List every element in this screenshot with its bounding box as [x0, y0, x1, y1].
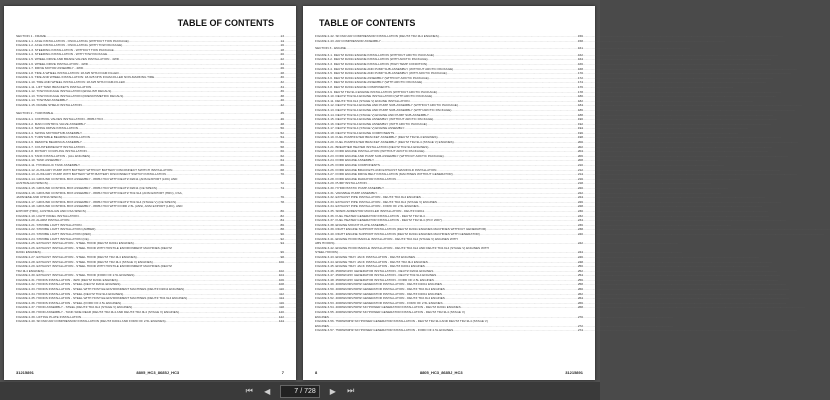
toc-entry-title: FIGURE 3-11. DEUTZ TD2.9L4 (STAGE V) ENGINE INSTALLATION — [315, 98, 410, 103]
toc-entry-page: 158 — [577, 38, 583, 43]
toc-entry-title: FIGURE 3-57. 7500W/60HZ SKYPOWER GENERATOR INSTALLATION - FORD OF 2.5L ENGINES — [315, 328, 454, 333]
toc-entry-title: FIGURE 3-16. DEUTZ TD2.9L4 ENGINE ASSEMBLY (WITH ARCTIC PACKAGE) — [315, 121, 427, 126]
toc-entry-title: FIGURE 3-27. FORD ENGINE DRIVE BELT INSTALLATION (MACHINES WITHOUT GENERATOR) — [315, 172, 453, 177]
toc-entry-title: FIGURE 1-13. TOW PACKAGE INSTALLATION (FRENCH/METRIC DECALS) — [16, 93, 124, 98]
toc-entry-title: FIGURE 2-34. HOODS INSTALLATION - STEEL (DEUTZ TD2.9L4 ENGINES) — [16, 291, 124, 296]
toc-leader-dots — [461, 305, 577, 310]
toc-entry-title: FIGURE 2-40. SKYAIR AIR COMPRESSOR INSTALLATION (DEUTZ D2011 AND FORD OF 2.5L ENGINES) — [16, 319, 166, 324]
toc-entry-title: FIGURE 3-56. 7500W/60HZ SKYPOWER GENERATOR INSTALLATION - DEUTZ TD2.9L4 AND DEUTZ TD2.9L4 (STAGE V) — [315, 319, 488, 324]
toc-entry-page: 90 — [280, 231, 284, 236]
toc-entry-title: FIGURE 3-36. FUEL HEATER GENERATOR INSTALLATION - DEUTZ TD2.9L4 — [315, 213, 425, 218]
toc-leader-dots — [166, 172, 280, 177]
toc-entry-title: FIGURE 3-10. DEUTZ TD2.9L4 ENGINE INSTALLATION (WITH ARCTIC PACKAGE) — [315, 94, 433, 99]
toc-entry-page: 272 — [577, 323, 583, 328]
toc-entry-page: 80 — [280, 208, 284, 213]
toc-entry-title: D2011 ENGINES) — [16, 250, 41, 255]
toc-leader-dots — [166, 319, 278, 324]
toc-entry-page: 60 — [280, 149, 284, 154]
toc-entry-page: 208 — [577, 158, 583, 163]
toc-entry-page: 234 — [577, 218, 583, 223]
toc-entry-title: FIGURE 2-22. STROBE LIGHT INSTALLATION (AMBER) — [16, 227, 96, 232]
toc-entry-page: 82 — [280, 213, 284, 218]
toc-entry-title: FIGURE 3-29. PUMP INSTALLATION — [315, 181, 367, 186]
page-title: TABLE OF CONTENTS — [177, 18, 274, 28]
toc-entry-title: FIGURE 2-7. COUNTERWEIGHT INSTALLATION — [16, 144, 85, 149]
toc-entry-title: FIGURE 3-30. HYDROSTATIC PUMP ASSEMBLY — [315, 186, 385, 190]
toc-entry-title: FIGURE 3-46. 2500W/115V GENERATOR INSTALLATION - DEUTZ D2011 ENGINES — [315, 268, 434, 273]
toc-entry-title: FIGURE 3-37. FUEL HEATER GENERATOR INSTALLATION - DEUTZ TD2.9L4 (PCV 2007) — [315, 218, 442, 223]
toc-entry-page: 266 — [577, 300, 583, 305]
toc-entry-page: 212 — [577, 167, 583, 172]
toc-entry-page: 46 — [280, 117, 284, 122]
toc-entry[interactable] — [16, 103, 284, 108]
toc-entry-page: 94 — [280, 241, 284, 246]
toc-entry-page: 70 — [280, 172, 284, 177]
toc-entry-page: 34 — [280, 84, 284, 89]
toc-entry[interactable] — [315, 328, 583, 333]
toc-entry-title: FIGURE 1-4. STEERING INSTALLATION - WITH TOW PACKAGE — [16, 52, 108, 57]
page-footer — [315, 370, 583, 375]
toc-entry-page: 58 — [280, 144, 284, 149]
toc-entry-page: 258 — [577, 282, 583, 287]
toc-entry-title: FIGURE 2-39. LIFTING PLATE INSTALLATION — [16, 314, 82, 319]
toc-entry-page: 98 — [280, 254, 284, 259]
toc-entry-page: 206 — [577, 153, 583, 158]
toc-entry-title: FIGURE 3-50. 4000W/230V/60HZ GENERATOR INSTALLATION - DEUTZ TD2.9L4 ENGINES — [315, 287, 445, 292]
toc-entry-page: 236 — [577, 222, 583, 227]
toc-entry-title: FIGURE 2-42. SKYAIR AIR COMPRESSOR INSTALLATION (DEUTZ TD2.9L4 ENGINES) — [315, 34, 439, 38]
toc-entry-page: 14 — [280, 38, 284, 43]
toc-entry-title: FIGURE 3-33. EXHAUST PIPE INSTALLATION - DEUTZ TD2.9L4 (STAGE V) ENGINES — [315, 199, 437, 204]
toc-entry-page: 262 — [577, 291, 583, 296]
toc-entry-page: 162 — [577, 52, 583, 57]
toc-section-row[interactable] — [315, 46, 583, 51]
toc-entry-title: FIGURE 1-3. STEERING INSTALLATION - WITHOUT TOW PACKAGE — [16, 47, 114, 52]
toc-entry-title: FIGURE 3-22. FORD ENGINE INSTALLATION (WITHOUT ARCTIC PACKAGE) — [315, 149, 425, 154]
toc-entry-page: 256 — [577, 277, 583, 282]
toc-entry-title: FIGURE 2-12. AUXILIARY PUMP WITH BATTERY WITHOUT BATTERY DISCONNECT SWITCH INSTALLATION — [16, 167, 173, 172]
toc-entry-title: FIGURE 3-13. DEUTZ TD2.9L4 ENGINE AND PUMP SUB-ASSEMBLY (WITH ARCTIC PACKAGE) — [315, 107, 452, 112]
toc-leader-dots — [480, 232, 577, 237]
toc-entry-page: 240 — [577, 231, 583, 236]
toc-entry-title: FIGURE 3-24. FORD ENGINE ASSEMBLY — [315, 158, 375, 163]
toc-entry-title: FIGURE 3-52. 4000W/230V/50HZ GENERATOR INSTALLATION - DEUTZ TD2.9L4 ENGINES — [315, 296, 445, 301]
toc-entry-page: 220 — [577, 186, 583, 190]
toc-entry-page: 168 — [577, 66, 583, 71]
toc-entry-page: 178 — [577, 89, 583, 94]
toc-entry-title: FIGURE 3-55. 4000W/230V/50HZ SKYPOWER GENERATOR INSTALLATION - DEUTZ TD2.9L4 (STAGE V) — [315, 310, 465, 315]
toc-entry-page: 13 — [280, 34, 284, 38]
page-title: TABLE OF CONTENTS — [319, 18, 416, 28]
toc-entry-page: 66 — [280, 163, 284, 168]
toc-entry-page: 22 — [280, 56, 284, 61]
toc-entry-title: FIGURE 3-25. FORD ENGINE COMPONENTS — [315, 163, 380, 168]
toc-entry-title: FIGURE 2-31. HOODS INSTALLATION - 4WD (DEUTZ D2011 ENGINES) — [16, 277, 118, 282]
toc-entry-title: FIGURE 2-5. TURNTABLE BEARING INSTALLATION — [16, 135, 91, 140]
toc-entry-title: FIGURE 3-14. DEUTZ TD2.9L4 (STAGE V) ENGINE AND PUMP SUB-ASSEMBLY — [315, 112, 429, 117]
toc-entry-title: FIGURE 2-14. GROUND CONTROL BOX ASSEMBLY - 8805J HC3 WITH DEUTZ D2011 (ANSI EXPORT (LRC) AND — [16, 176, 178, 181]
toc-entry-page: 118 — [279, 305, 284, 310]
toc-entry-page: 274 — [577, 328, 583, 333]
toc-entry-page: 226 — [577, 199, 583, 204]
toc-entry-page: 42 — [280, 102, 284, 107]
page-indicator — [280, 385, 320, 398]
toc-entry-title: FIGURE 2-2. MAIN CONTROL VALVE ASSEMBLY — [16, 121, 86, 126]
toc-entry-page: 190 — [577, 117, 583, 122]
toc-entry-title: FIGURE 3-54. 4000W/230V/50HZ SKYPOWER GENERATOR INSTALLATION - DEUTZ D2011 ENGINES — [315, 305, 461, 310]
toc-entry-title: FIGURE 3-1. DEUTZ D2011 ENGINE INSTALLATION (WITHOUT ARCTIC PACKAGE) — [315, 52, 435, 57]
toc-entry-title: SECTION 3 - ENGINE — [315, 46, 346, 51]
toc-entry-page: 52 — [280, 130, 284, 135]
toc-entry-title: FIGURE 2-13. AUXILIARY PUMP WITH BATTERY WITH BATTERY DISCONNECT SWITCH INSTALLATION — [16, 172, 166, 177]
toc-entry-title: FIGURE 3-9. DEUTZ TD2.9L4 ENGINE INSTALLATION (WITHOUT ARCTIC PACKAGE) — [315, 89, 437, 94]
toc-entry-title: FIGURE 3-7. DEUTZ D2011 ENGINE ASSEMBLY (WITH ARCTIC PACKAGE) — [315, 80, 423, 85]
page-left — [4, 6, 296, 380]
toc-entry-page: 32 — [280, 79, 284, 84]
toc-entry-page: 188 — [577, 112, 583, 117]
toc-entry-page: 198 — [577, 135, 583, 140]
toc-entry-title: FIGURE 2-4. SWING MOTOR/HUB ASSEMBLY — [16, 130, 83, 135]
toc-entry-page: 216 — [577, 176, 583, 181]
toc-entry-page: 244 — [577, 250, 583, 255]
toc-entry-title: FIGURE 1-14. TOW BAR ASSEMBLY — [16, 98, 68, 103]
toc-entry-title: FIGURE 3-32. EXHAUST PIPE INSTALLATION - DEUTZ TD2.9L4 ENGINES — [315, 195, 421, 200]
toc-entry-page: 116 — [279, 300, 284, 305]
toc-entry-title: FIGURE 3-19. FUEL PUMP/FILTER BRACKET ASSEMBLY (DEUTZ TD2.9L4 ENGINES) — [315, 135, 438, 140]
toc-entry-page: 172 — [577, 75, 583, 80]
toc-entry-page: 248 — [577, 259, 583, 264]
toc-entry-title: FIGURE 3-45. ENGINE TRAY JACK INSTALLATION - DEUTZ D2011 ENGINES — [315, 264, 425, 269]
toc-entry-title: FIGURE 1-1. AXLE INSTALLATION - OSCILLATING (WITHOUT TOW PACKAGE) — [16, 38, 129, 43]
toc-entry-title: FIGURE 1-12. TOW PACKAGE INSTALLATION (ENGLISH DECALS) — [16, 89, 112, 94]
toc-entry-page: 268 — [577, 305, 583, 310]
toc-entry-title: FIGURE 2-8. ROTARY COUPLING INSTALLATION — [16, 149, 87, 154]
toc-entry-page: 180 — [577, 94, 583, 99]
toc-leader-dots — [453, 328, 577, 333]
toc-entry-page: 164 — [577, 57, 583, 62]
toc-entry-title: STEEL HOODS) — [315, 250, 338, 255]
toc-entry-page: 96 — [280, 250, 284, 255]
toc-entry-page: 106 — [278, 277, 284, 282]
toc-entry-title: ENGINES — [315, 323, 329, 328]
toc-entry-page: 16 — [280, 43, 284, 48]
toc-entry-title: FIGURE 3-17. DEUTZ TD2.9L4 (STAGE V) ENGINE ASSEMBLY — [315, 126, 405, 131]
toc-entry-title: FIGURE 3-38. ENGINE MOUNT PLATE ASSEMBLY — [315, 222, 388, 227]
toc-entry-page: 202 — [577, 144, 583, 149]
toc-entry-title: FIGURE 2-28. EXHAUST INSTALLATION - STEEL HOOD (DEUTZ TD2.9L4 (STAGE V) ENGINES) — [16, 259, 153, 264]
toc-entry-title: FIGURE 3-35. SPARK ARRESTOR MUFFLER INSTALLATION - DEUTZ D2011 — [315, 208, 425, 213]
next-page-icon[interactable]: ▶ — [329, 386, 336, 396]
toc-entry-title: FIGURE 3-21. BREATHER HEATER INSTALLATION (DEUTZ TD2.9L4 ENGINES) — [315, 144, 429, 149]
page-number-input[interactable] — [284, 387, 298, 396]
toc-entry-page: 84 — [280, 218, 284, 223]
toc-entry-page: 76 — [280, 195, 284, 200]
toc-entry-title: TD2.9L4 ENGINES) — [16, 268, 44, 273]
footer-model: 8805_HC3_8685J_HC3 — [419, 370, 463, 375]
toc-entry-title: FIGURE 3-49. 4000W/230V/60HZ GENERATOR INSTALLATION - DEUTZ D2011 ENGINES — [315, 282, 442, 287]
toc-entry-page: 120 — [278, 310, 284, 315]
toc-entry-title: FIGURE 2-29. EXHAUST INSTALLATION - STEEL HOOD WITH HOSTILE ENVIRONMENT MACHINES (DEUTZ — [16, 264, 172, 269]
toc-entry-title: FIGURE 3-4. DEUTZ D2011 ENGINE AND PUMP SUB-ASSEMBLY (WITHOUT ARCTIC PACKAGE) — [315, 66, 454, 71]
toc-entry-title: FIGURE 3-40. RIGHT ENGINE SUPPORT INSTALLATION (DEUTZ D2011 ENGINES MACHINES WITH GENERATOR) — [315, 231, 480, 236]
toc-entry-page: 100 — [278, 259, 284, 264]
toc-entry-page: 252 — [577, 268, 583, 273]
toc-entry-title: FIGURE 3-18. DEUTZ TD2.9L4 ENGINE COMPONENTS — [315, 130, 395, 135]
toc-entry-page: 112 — [279, 291, 284, 296]
prev-page-icon[interactable]: ◀ — [264, 386, 271, 396]
toc-entry-page: 224 — [577, 195, 583, 200]
toc-entry-page: 74 — [280, 186, 284, 190]
toc-entry-title: EXPORT (HRC), AUSTRALIAN AND CSA SPECS) — [16, 208, 86, 213]
toc-entry-page: 20 — [280, 52, 284, 57]
toc-entry[interactable] — [16, 319, 284, 324]
toc-entry-page: 56 — [280, 140, 284, 145]
toc-entry-title: FIGURE 2-20. ALARM INSTALLATION — [16, 218, 70, 223]
toc-list — [315, 34, 583, 333]
toc-entry-title: FIGURE 2-1. CONTROL VALVES INSTALLATION - 8805J HC3 — [16, 117, 103, 122]
toc-entry-title: FIGURE 3-53. 4000W/230V/50HZ GENERATOR INSTALLATION - FORD OF 2.5L ENGINES — [315, 300, 443, 305]
toc-entry-title: FIGURE 2-6. REMOTE BEARINGS ASSEMBLY — [16, 140, 82, 145]
toc-entry-page: 166 — [577, 61, 583, 66]
page-right — [303, 6, 595, 380]
toc-entry-title: ENGINES — [315, 314, 329, 319]
toc-entry-page: 54 — [280, 135, 284, 140]
toc-entry-page: 174 — [577, 80, 583, 85]
toc-entry-page: 232 — [577, 213, 583, 218]
toc-entry-title: FIGURE 2-10. TANK ASSEMBLY — [16, 158, 62, 163]
last-page-icon[interactable]: ⏭ — [347, 386, 355, 395]
toc-entry-title: FIGURE 1-15. FRAME SHIELD INSTALLATION — [16, 102, 82, 107]
toc-entry-title: FIGURE 1-9. TIRE AND WHEEL INSTALLATION: 18-625 NHS FOAM-FILLED NON-MARKING TIRE — [16, 75, 155, 80]
toc-entry-page: 102 — [278, 268, 284, 273]
toc-entry-title: FIGURE 2-32. HOODS INSTALLATION - STEEL (DEUTZ D2011 ENGINES) — [16, 282, 121, 287]
toc-entry-title: SECTION 1 - FRAME — [16, 34, 46, 38]
toc-entry-page: 40 — [280, 98, 284, 103]
toc-entry-title: FIGURE 1-2. AXLE INSTALLATION - OSCILLATING (WITH TOW PACKAGE) — [16, 43, 123, 48]
toc-leader-dots — [82, 103, 280, 108]
toc-entry-title: FIGURE 3-5. DEUTZ D2011 ENGINE AND PUMP SUB-ASSEMBLY (WITH ARCTIC PACKAGE) — [315, 71, 447, 76]
toc-entry-page: 230 — [577, 208, 583, 213]
toc-entry-page: 161 — [577, 46, 583, 51]
toc-entry-page: 108 — [278, 282, 284, 287]
toc-entry-page: 36 — [280, 89, 284, 94]
toc-leader-dots — [346, 46, 577, 51]
footer-model: 8805_HC3_8685J_HC3 — [136, 370, 180, 375]
footer-page-number: 7 — [281, 370, 284, 375]
toc-entry-title: FIGURE 3-28. FORD ENGINE RADIATOR INSTALLATION — [315, 176, 396, 181]
toc-entry-title: FIGURE 3-41. ENGINE HOOD BAFFLE INSTALLATION - DEUTZ TD2.9L4 (STAGE V) ENGINES WITH — [315, 236, 458, 241]
first-page-icon[interactable]: ⏮ — [245, 386, 253, 395]
toc-entry-page: 192 — [577, 121, 583, 126]
toc-entry-title: FIGURE 2-11. HYDRAULIC TANK ASSEMBLY — [16, 163, 81, 168]
toc-entry-page: 38 — [280, 93, 284, 98]
toc-entry-page: 250 — [577, 264, 583, 269]
toc-entry-title: FIGURE 2-26. EXHAUST INSTALLATION - STEEL HOOD WITH HOSTILE ENVIRONMENT MACHINES (DEUTZ — [16, 245, 172, 250]
toc-entry-page: 45 — [280, 110, 284, 115]
toc-entry-title: FIGURE 3-43. ENGINE TRAY JACK INSTALLATION - DEUTZ ENGINES — [315, 254, 416, 259]
toc-entry-title: FIGURE 1-5. WHEEL DRIVE AND BRAKE VALVES INSTALLATION - 4WD — [16, 56, 119, 61]
toc-entry-title: FIGURE 2-38. HOOD ASSEMBLY - TANK SIDE REAR (DEUTZ TD2.9L4 AND DEUTZ TD2.9L4 (STAGE V) ENGINES) — [16, 310, 179, 315]
toc-entry-page: 28 — [280, 70, 284, 75]
toc-entry-page: 30 — [280, 75, 284, 80]
toc-entry-title: FIGURE 2-15. GROUND CONTROL BOX ASSEMBLY - 8805J HC3 WITH DEUTZ D2011 (CE SPECS) — [16, 186, 158, 190]
toc-entry-title: FIGURE 3-47. 2500W/115V GENERATOR INSTALLATION - DEUTZ TD2.9L4 ENGINES — [315, 273, 437, 278]
toc-entry-title: FIGURE 2-36. HOODS INSTALLATION - STEEL (FORD OF 2.5L ENGINES) — [16, 300, 122, 305]
toc-entry-page: 238 — [577, 227, 583, 232]
toc-entry-title: FIGURE 2-30. EXHAUST INSTALLATION - STEEL HOOD (FORD OF 2.5L ENGINES) — [16, 273, 135, 278]
toc-entry-page: 204 — [577, 149, 583, 154]
toc-entry-page: 68 — [280, 167, 284, 172]
toc-entry-page: 64 — [280, 158, 284, 163]
toc-entry-title: FIGURE 2-9. TANK INSTALLATION - (ALL ENGINES) — [16, 153, 91, 158]
toc-entry-page: 210 — [577, 163, 583, 168]
toc-entry-page: 50 — [280, 126, 284, 131]
toc-entry-page: 88 — [280, 227, 284, 232]
toc-entry-title: FIGURE 2-24. STROBE LIGHT INSTALLATION (CE) — [16, 236, 89, 241]
toc-entry-page: 218 — [577, 181, 583, 186]
toc-entry-title: FIGURE 2-25. EXHAUST INSTALLATION - STEEL HOOD (DEUTZ D2011 ENGINES) — [16, 241, 134, 246]
toc-entry-title: FIGURE 3-6. DEUTZ D2011 ENGINE ASSEMBLY (WITHOUT ARCTIC PACKAGE) — [315, 75, 429, 80]
total-pages: / 728 — [300, 387, 316, 395]
toc-entry-page: 104 — [278, 273, 284, 278]
page-footer — [16, 370, 284, 375]
toc-entry-page: 124 — [278, 319, 284, 324]
toc-entry-page: 110 — [279, 287, 284, 292]
toc-entry-title: JAPANESE AND CHINA SPECS) — [16, 195, 62, 200]
toc-section-row[interactable] — [16, 111, 284, 116]
toc-entry-page: 122 — [278, 314, 284, 319]
footer-doc-number: 31215891 — [16, 370, 34, 375]
toc-entry-page: 176 — [577, 84, 583, 89]
toc-entry-page: 222 — [577, 190, 583, 195]
toc-entry-title: FIGURE 3-3. DEUTZ D2011 ENGINE INSTALLATION (HIGH TEMP CONDITION) — [315, 61, 428, 66]
toc-entry-page: 18 — [280, 47, 284, 52]
toc-entry-title: SECTION 2 - TURNTABLE — [16, 110, 54, 115]
toc-entry-page: 186 — [577, 107, 583, 112]
toc-entry-title: FIGURE 1-8. TIRE & WHEEL INSTALLATION: 18-625 NHS FOAM FILLED — [16, 70, 119, 75]
toc-entry-title: FIGURE 3-15. DEUTZ TD2.9L4 ENGINE ASSEMBLY (WITHOUT ARCTIC PACKAGE) — [315, 117, 434, 122]
toc-entry-title: FIGURE 2-43. AIR COMPRESSOR ASSEMBLY — [315, 38, 381, 43]
toc-entry-page: 194 — [577, 126, 583, 131]
footer-doc-number: 31215891 — [565, 370, 583, 375]
toc-entry-page: 72 — [280, 181, 284, 186]
toc-entry-title: FIGURE 2-23. STROBE LIGHT INSTALLATION (RED) — [16, 231, 91, 236]
toc-entry-page: 242 — [577, 241, 583, 246]
toc-entry-title: FIGURE 2-27. EXHAUST INSTALLATION - STEEL HOOD (DEUTZ TD2.9L4 ENGINES) — [16, 254, 137, 259]
toc-entry-page: 246 — [577, 254, 583, 259]
toc-entry-page: 228 — [577, 204, 583, 209]
toc-entry-title: FIGURE 2-17. GROUND CONTROL BOX ASSEMBLY - 8805J HC3 WITH DEUTZ TD2.9L4 (STAGE V) (CE SPECS) — [16, 199, 177, 204]
toc-entry-title: FIGURE 2-21. STROBE LIGHT INSTALLATION — [16, 222, 82, 227]
toc-entry-page: 48 — [280, 121, 284, 126]
toc-entry-page: 92 — [280, 236, 284, 241]
toc-entry-page: 24 — [280, 61, 284, 66]
toc-leader-dots — [381, 39, 577, 44]
toc-entry-page: 78 — [280, 199, 284, 204]
toc-entry-page: 114 — [279, 296, 284, 301]
toc-entry-page: 156 — [577, 34, 583, 38]
toc-entry-title: FIGURE 3-51. 4000W/230V/50HZ GENERATOR INSTALLATION - DEUTZ D2011 ENGINES — [315, 291, 442, 296]
toc-entry-title: AUSTRALIAN SPECS) — [16, 181, 48, 186]
toc-entry-title: FIGURE 3-2. DEUTZ D2011 ENGINE INSTALLATION (WITH ARCTIC PACKAGE) — [315, 57, 428, 62]
toc-entry-page: 86 — [280, 222, 284, 227]
footer-page-number: 8 — [315, 370, 318, 375]
toc-entry-title: FIGURE 2-33. HOODS INSTALLATION - STEEL WITH HOSTILE ENVIRONMENT MACHINES (DEUTZ D2011 ENGINES) — [16, 287, 185, 292]
toc-entry-page: 182 — [577, 98, 583, 103]
toc-entry-title: FIGURE 2-37. HOOD ASSEMBLY - STEEL (DEUTZ TD2.9L4 (STAGE V) ENGINES) — [16, 305, 133, 310]
toc-entry-page: 270 — [577, 314, 583, 319]
toc-entry-page: 196 — [577, 130, 583, 135]
toc-entry-page: 184 — [577, 103, 583, 108]
toc-entry-page: 200 — [577, 140, 583, 145]
toc-entry-title: FIGURE 3-42. ENGINE HOOD BAFFLE INSTALLATION - DEUTZ TD2.9L4 AND DEUTZ TD2.9L4 (STAGE V) ENGINES WITH — [315, 245, 489, 250]
toc-list — [16, 34, 284, 324]
toc-entry-page: 214 — [577, 172, 583, 177]
toc-entry-page: 254 — [577, 273, 583, 278]
toc-entry-title: FIGURE 3-20. FUEL PUMP/FILTER BRACKET ASSEMBLY (DEUTZ TD2.9L4 (STAGE V) ENGINES) — [315, 140, 454, 145]
toc-leader-dots — [176, 200, 279, 205]
toc-entry-page: 264 — [577, 296, 583, 301]
toc-entry-title: FIGURE 3-48. 2500W/115V GENERATOR INSTALLATION - FORD OF 2.5L ENGINES — [315, 277, 434, 282]
toc-entry-title: FIGURE 1-6. WHEEL DRIVE INSTALLATION - 4WD — [16, 61, 88, 66]
toc-entry-title: FIGURE 1-11. LIFT TANK BRACKETS INSTALLATION — [16, 84, 92, 89]
toc-entry-title: FIGURE 3-8. DEUTZ D2011 ENGINE COMPONENTS — [315, 84, 390, 89]
toc-entry-title: FIGURE 2-3. SWING DRIVE INSTALLATION — [16, 126, 78, 131]
page-navigation-toolbar — [0, 382, 600, 400]
toc-entry-title: FIGURE 3-39. RIGHT ENGINE SUPPORT INSTALLATION (DEUTZ D2011 ENGINES MACHINES WITHOUT GENERATOR) — [315, 227, 487, 232]
toc-entry[interactable] — [315, 39, 583, 44]
toc-entry-page: 62 — [280, 153, 284, 158]
toc-entry-title: FIGURE 3-31. VARIABLE PUMP ASSEMBLY — [315, 190, 378, 195]
toc-entry-page: 260 — [577, 287, 583, 292]
toc-entry-page: 170 — [577, 71, 583, 76]
toc-entry-page: 26 — [280, 66, 284, 71]
toc-entry-title: FIGURE 2-35. HOODS INSTALLATION - STEEL WITH HOSTILE ENVIRONMENT MACHINES (DEUTZ TD2.9L4 ENGINES) — [16, 296, 188, 301]
toc-entry-title: FIGURE 3-12. DEUTZ TD2.9L4 ENGINE AND PUMP SUB-ASSEMBLY (WITHOUT ARCTIC PACKAGE) — [315, 103, 458, 108]
toc-entry-title: FIGURE 2-16. GROUND CONTROL BOX ASSEMBLY - 8805J HC3 WITH DEUTZ TD2.9L4 (ANSI EXPORT (HRC), CSA, — [16, 190, 183, 195]
toc-entry-title: FIGURE 2-18. GROUND CONTROL BOX ASSEMBLY - 8805J HC3 WITH FORD 2.5L (ANSI, ANSI EXPORT (LRC), AND — [16, 204, 183, 209]
toc-entry-title: FIGURE 1-10. TIRE AND WHEEL INSTALLATION: 18-625 NHS FOAM-FILLED — [16, 79, 125, 84]
toc-entry-title: ABS HOODS) — [315, 241, 335, 246]
toc-entry-title: FIGURE 3-23. FORD ENGINE AND PUMP SUB-ASSEMBLY (WITHOUT ARCTIC PACKAGE) — [315, 153, 444, 158]
toc-entry-title: FIGURE 2-19. LIGHT PANEL INSTALLATION — [16, 213, 79, 218]
toc-entry-title: FIGURE 1-7. DRIVE MOTOR ASSEMBLY - 4WD — [16, 66, 84, 71]
toc-leader-dots — [53, 111, 279, 116]
toc-entry-title: FIGURE 3-26. FORD ENGINE BRACKETS AND EXHAUST MANIFOLD INSTALLATION — [315, 167, 437, 172]
toc-entry-title: FIGURE 3-34. EXHAUST PIPE INSTALLATION - FORD OF 2.5L ENGINES — [315, 204, 419, 209]
toc-entry-title: FIGURE 3-44. ENGINE TRAY JACK INSTALLATION - DEUTZ TD2.9L4 ENGINES — [315, 259, 428, 264]
